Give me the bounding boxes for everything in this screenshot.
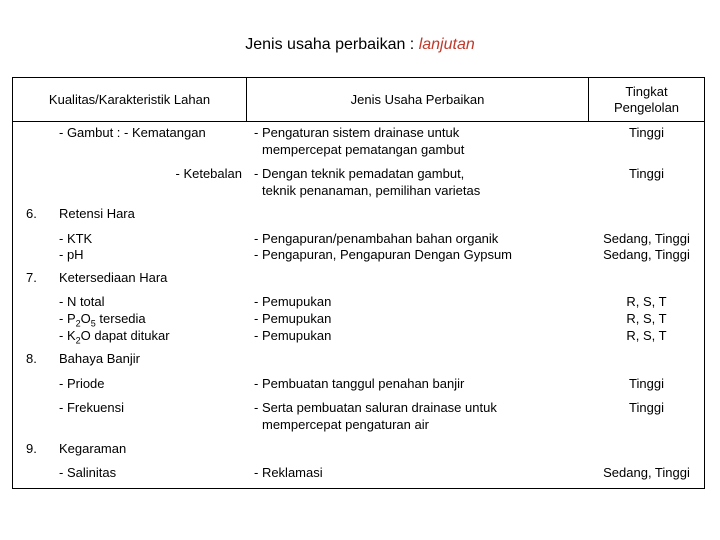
banjir-periode-level: Tinggi: [629, 376, 664, 391]
ketersediaan-level-1: R, S, T: [626, 294, 667, 309]
retensi-item-ph: - pH: [59, 247, 84, 262]
title-accent: lanjutan: [418, 36, 475, 53]
banjir-frekuensi-level: Tinggi: [629, 400, 664, 415]
ketersediaan-number: 7.: [26, 270, 37, 285]
page-title: [0, 36, 720, 54]
ketersediaan-level-2: R, S, T: [626, 311, 667, 326]
banjir-frekuensi-action-2: mempercepat pengaturan air: [262, 417, 429, 432]
kegaraman-number: 9.: [26, 441, 37, 456]
retensi-action-1: - Pengapuran/penambahan bahan organik: [254, 231, 499, 246]
retensi-item-ktk: - KTK: [59, 231, 93, 246]
banjir-number: 8.: [26, 351, 37, 366]
gambut-kematangan-action-2: mempercepat pematangan gambut: [262, 142, 465, 157]
kegaraman-salinitas-label: - Salinitas: [59, 465, 117, 480]
ketersediaan-item-p2o5: - $P_2O_5$ tersedia: [59, 311, 146, 329]
ketersediaan-action-2: - Pemupukan: [254, 311, 332, 326]
banjir-periode-action: - Pembuatan tanggul penahan banjir: [254, 376, 465, 391]
retensi-number: 6.: [26, 206, 37, 221]
kegaraman-salinitas-level: Sedang, Tinggi: [603, 465, 690, 480]
ketersediaan-item-n: - N total: [59, 294, 105, 309]
ketersediaan-title: Ketersediaan Hara: [59, 270, 168, 285]
banjir-frekuensi-label: - Frekuensi: [59, 400, 125, 415]
banjir-title: Bahaya Banjir: [59, 351, 140, 366]
retensi-action-2: - Pengapuran, Pengapuran Dengan Gypsum: [254, 247, 513, 262]
retensi-title: Retensi Hara: [59, 206, 135, 221]
banjir-frekuensi-action-1: - Serta pembuatan saluran drainase untuk: [254, 400, 497, 415]
retensi-level-1: Sedang, Tinggi: [603, 231, 690, 246]
ketersediaan-action-3: - Pemupukan: [254, 328, 332, 343]
retensi-level-2: Sedang, Tinggi: [603, 247, 690, 262]
header-management-level: Tingkat Pengelolan: [613, 84, 680, 115]
gambut-kematangan-level: Tinggi: [629, 125, 664, 140]
improvement-table: [12, 77, 705, 489]
ketersediaan-level-3: R, S, T: [626, 328, 667, 343]
gambut-kematangan-label: - Gambut : - Kematangan: [59, 125, 206, 140]
gambut-ketebalan-level: Tinggi: [629, 166, 664, 181]
gambut-ketebalan-action-2: teknik penanaman, pemilihan varietas: [262, 183, 481, 198]
header-characteristic: Kualitas/Karakteristik Lahan: [48, 92, 211, 107]
ketersediaan-item-k2o: - $K_2O$ dapat ditukar: [59, 328, 170, 346]
banjir-periode-label: - Priode: [59, 376, 105, 391]
kegaraman-title: Kegaraman: [59, 441, 127, 456]
gambut-ketebalan-label: - Ketebalan: [175, 166, 242, 181]
title-main: Jenis usaha perbaikan :: [245, 36, 419, 53]
kegaraman-salinitas-action: - Reklamasi: [254, 465, 323, 480]
ketersediaan-action-1: - Pemupukan: [254, 294, 332, 309]
header-improvement: Jenis Usaha Perbaikan: [350, 92, 485, 107]
gambut-ketebalan-action-1: - Dengan teknik pemadatan gambut,: [254, 166, 465, 181]
gambut-kematangan-action-1: - Pengaturan sistem drainase untuk: [254, 125, 460, 140]
